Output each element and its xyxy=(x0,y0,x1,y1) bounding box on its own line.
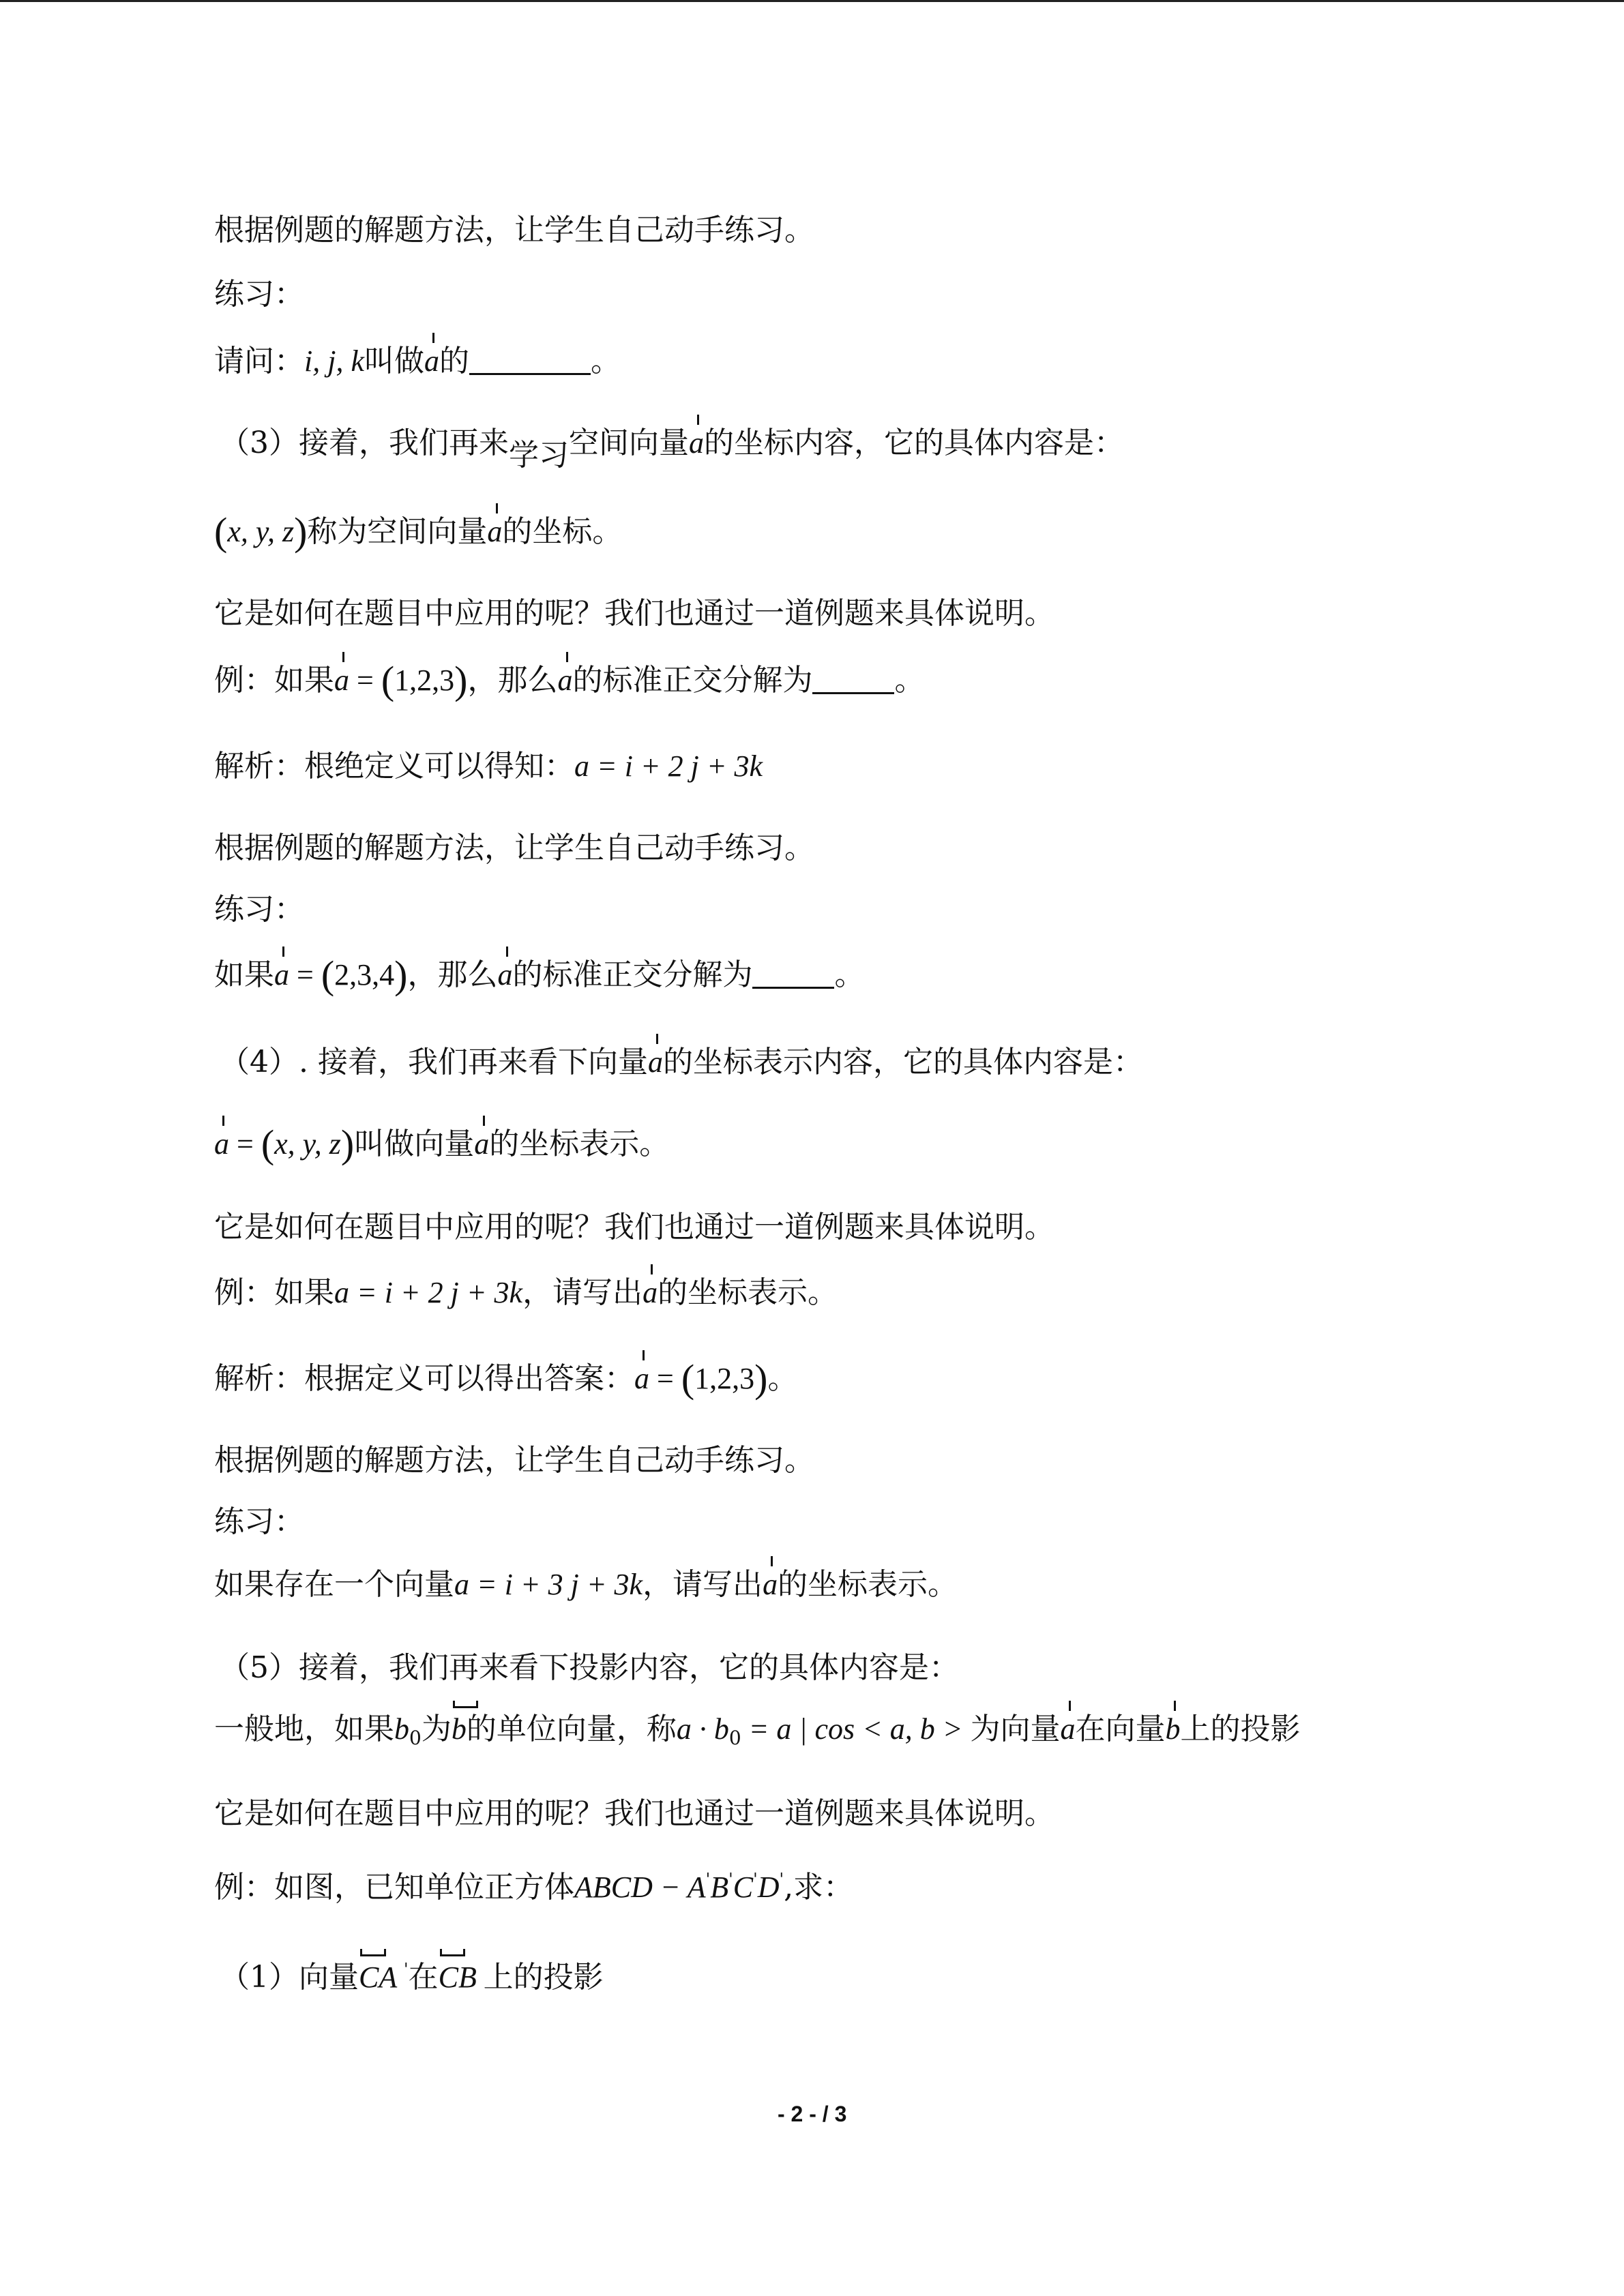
paragraph: 根据例题的解题方法，让学生自己动手练习。 xyxy=(214,213,814,248)
paragraph: 它是如何在题目中应用的呢？我们也通过一道例题来具体说明。 xyxy=(214,1210,1054,1244)
formula-line: (x, y, z)称为空间向量a的坐标。 xyxy=(214,509,623,554)
solution-line: 解析：根据定义可以得出答案：a = (1,2,3)。 xyxy=(214,1356,798,1401)
page-number: - 2 - / 3 xyxy=(778,2102,847,2126)
exercise-line: 如果a = (2,3,4)，那么a的标准正交分解为 。 xyxy=(214,953,865,997)
section-heading: （5）接着，我们再来看下投影内容，它的具体内容是： xyxy=(220,1650,959,1685)
top-border xyxy=(0,0,1624,2)
paragraph: 练习： xyxy=(214,277,304,312)
formula-line: a = (x, y, z)叫做向量a的坐标表示。 xyxy=(214,1122,670,1166)
sub-question: （1）向量CA '在CB 上的投影 xyxy=(220,1950,604,1997)
section-heading: （4）. 接着，我们再来看下向量a的坐标表示内容，它的具体内容是： xyxy=(220,1043,1143,1082)
paragraph: 练习： xyxy=(214,892,304,927)
example-line: 例：如果a = (1,2,3)，那么a的标准正交分解为 。 xyxy=(214,658,925,702)
paragraph: 练习： xyxy=(214,1504,304,1539)
paragraph: 它是如何在题目中应用的呢？我们也通过一道例题来具体说明。 xyxy=(214,1796,1054,1831)
paragraph: 它是如何在题目中应用的呢？我们也通过一道例题来具体说明。 xyxy=(214,596,1054,631)
example-line: 例：如果a = i + 2 j + 3k，请写出a的坐标表示。 xyxy=(214,1274,838,1312)
solution-line: 解析：根绝定义可以得知：a = i + 2 j + 3k xyxy=(214,749,763,784)
exercise-line: 如果存在一个向量a = i + 3 j + 3k，请写出a的坐标表示。 xyxy=(214,1566,958,1604)
section-heading: （3）接着，我们再来学习空间向量a的坐标内容，它的具体内容是： xyxy=(220,426,1124,473)
answer-blank xyxy=(469,348,591,375)
paragraph: 根据例题的解题方法，让学生自己动手练习。 xyxy=(214,1443,814,1478)
answer-blank xyxy=(812,668,894,694)
question-line: 请问：i, j, k叫做a的 。 xyxy=(214,342,621,381)
paragraph: 根据例题的解题方法，让学生自己动手练习。 xyxy=(214,831,814,865)
example-line: 例：如图，已知单位正方体ABCD − A'B'C'D',求： xyxy=(214,1870,854,1905)
definition-line: 一般地，如果$b_0$为b的单位向量，称$a \cdot b_0 = a$ | cos < a, b > 为向量a在向量b上的投影 xyxy=(214,1712,1301,1749)
answer-blank xyxy=(752,962,834,989)
